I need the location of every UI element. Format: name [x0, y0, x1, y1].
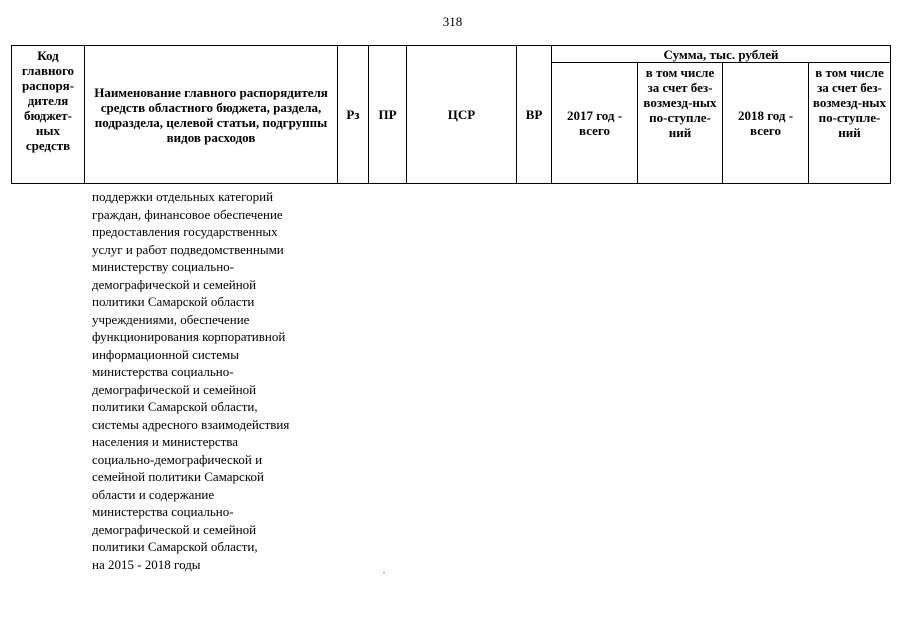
header-col-rz: Рз: [338, 46, 369, 184]
header-col-pr: ПР: [369, 46, 407, 184]
header-col-code: Код главного распоря-дителя бюджет-ных средств: [12, 46, 85, 184]
header-col-csr: ЦСР: [407, 46, 517, 184]
header-col-2018-free: в том числе за счет без-возмезд-ных по-ступле-ний: [809, 63, 891, 184]
header-col-name: Наименование главного распорядителя средств областного бюджета, раздела, подраздела, целевой статьи, подгруппы видов расходов: [85, 46, 338, 184]
header-sum-caption: Сумма, тыс. рублей: [552, 46, 891, 63]
header-col-2017-free: в том числе за счет без-возмезд-ных по-ступле-ний: [638, 63, 723, 184]
row-description-text: поддержки отдельных категорий граждан, финансовое обеспечение предоставления государственных услуг и работ подведомственными министерству социально- демографической и семейной политики Самарской области учреждениями, обеспечение функционирования корпоративной информационной системы министерства социально- демографической и семейной политики Самарской области, системы адресного взаимодействия населения и министерства социально-демографической и семейной политики Самарской области и содержание министерства социально- демографической и семейной политики Самарской области, на 2015 - 2018 годы: [92, 189, 290, 572]
table-header: [11, 45, 891, 184]
header-col-vr: ВР: [517, 46, 552, 184]
header-col-2017-total: 2017 год - всего: [552, 63, 638, 184]
page-number: 318: [442, 14, 463, 29]
header-col-2018-total: 2018 год - всего: [723, 63, 809, 184]
scan-speck: [383, 572, 385, 573]
